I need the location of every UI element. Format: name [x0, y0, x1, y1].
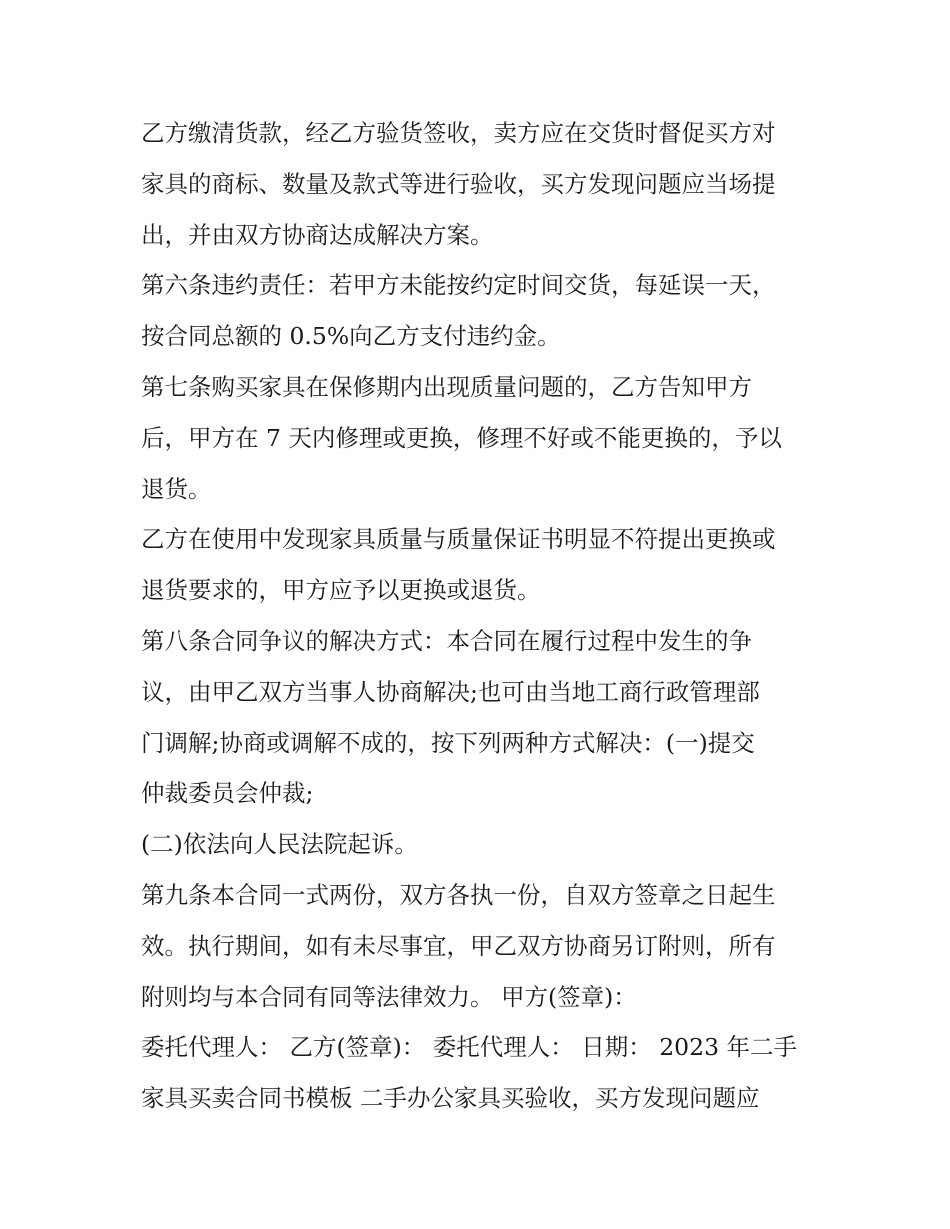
text-line: 第七条购买家具在保修期内出现质量问题的，乙方告知甲方: [141, 372, 752, 401]
text-line: 后，甲方在 7 天内修理或更换，修理不好或不能更换的，予以: [141, 423, 782, 452]
text-line: 仲裁委员会仲裁;: [141, 779, 314, 808]
text-line: 第六条违约责任：若甲方未能按约定时间交货，每延误一天，: [141, 271, 776, 300]
text-line: 效。执行期间，如有未尽事宜，甲乙双方协商另订附则，所有: [141, 931, 776, 960]
contract-text: [141, 108, 821, 1124]
text-line: 附则均与本合同有同等法律效力。 甲方(签章)：: [141, 982, 637, 1011]
text-line: (二)依法向人民法院起诉。: [141, 830, 418, 859]
text-line: 出，并由双方协商达成解决方案。: [141, 220, 494, 249]
text-line: 第八条合同争议的解决方式：本合同在履行过程中发生的争: [141, 626, 752, 655]
text-line: 退货。: [141, 474, 212, 503]
text-line: 第九条本合同一式两份，双方各执一份，自双方签章之日起生: [141, 880, 776, 909]
text-line: 家具的商标、数量及款式等进行验收，买方发现问题应当场提: [141, 169, 776, 198]
text-line: 退货要求的，甲方应予以更换或退货。: [141, 576, 541, 605]
text-line: 门调解;协商或调解不成的，按下列两种方式解决：(一)提交: [141, 728, 755, 757]
text-line: 乙方在使用中发现家具质量与质量保证书明显不符提出更换或: [141, 525, 776, 554]
text-line: 家具买卖合同书模板 二手办公家具买验收，买方发现问题应: [141, 1084, 760, 1113]
text-line: 议，由甲乙双方当事人协商解决;也可由当地工商行政管理部: [141, 677, 760, 706]
text-line: 按合同总额的 0.5%向乙方支付违约金。: [141, 322, 561, 351]
text-line: 乙方缴清货款，经乙方验货签收，卖方应在交货时督促买方对: [141, 119, 776, 147]
text-line: 委托代理人： 乙方(签章)： 委托代理人： 日期： 2023 年二手: [141, 1033, 797, 1062]
